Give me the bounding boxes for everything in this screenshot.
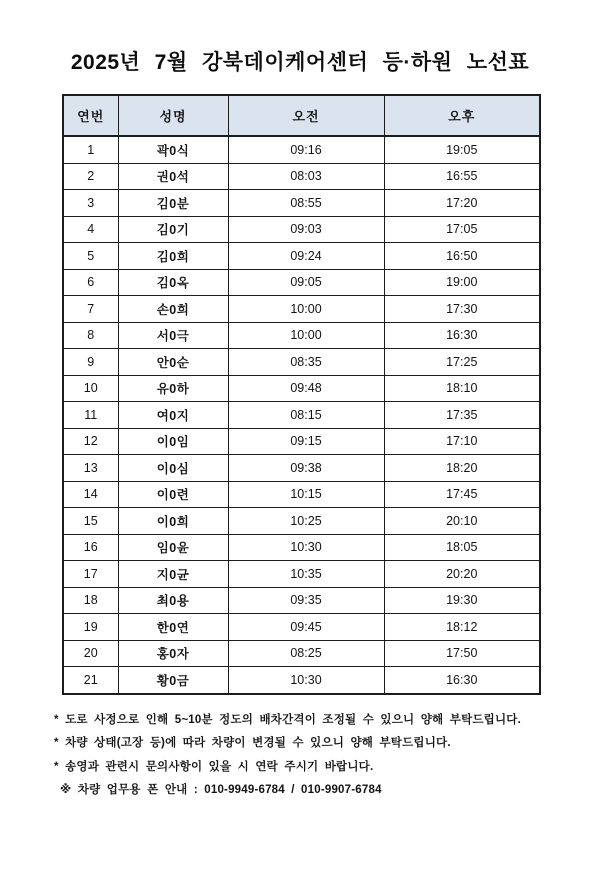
cell-morning: 09:15	[228, 428, 384, 455]
cell-morning: 09:35	[228, 587, 384, 614]
cell-afternoon: 19:00	[384, 269, 540, 296]
cell-afternoon: 17:10	[384, 428, 540, 455]
note-phone-numbers: ※ 차량 업무용 폰 안내 : 010-9949-6784 / 010-9907-6784	[60, 784, 382, 796]
cell-afternoon: 17:20	[384, 190, 540, 217]
notes-section	[54, 711, 600, 798]
cell-afternoon: 17:35	[384, 402, 540, 429]
cell-no: 4	[63, 216, 118, 243]
cell-no: 3	[63, 190, 118, 217]
cell-name: 여0지	[118, 402, 228, 429]
table-row	[63, 667, 540, 694]
cell-name: 김0옥	[118, 269, 228, 296]
table-row	[63, 481, 540, 508]
cell-no: 11	[63, 402, 118, 429]
table-row	[63, 269, 540, 296]
cell-no: 19	[63, 614, 118, 641]
table-row	[63, 402, 540, 429]
cell-no: 8	[63, 322, 118, 349]
cell-afternoon: 16:55	[384, 163, 540, 190]
cell-afternoon: 19:30	[384, 587, 540, 614]
table-body	[63, 136, 540, 694]
cell-no: 14	[63, 481, 118, 508]
cell-no: 2	[63, 163, 118, 190]
cell-no: 13	[63, 455, 118, 482]
cell-name: 유0하	[118, 375, 228, 402]
cell-afternoon: 20:10	[384, 508, 540, 535]
table-row	[63, 375, 540, 402]
cell-afternoon: 18:20	[384, 455, 540, 482]
cell-no: 1	[63, 136, 118, 163]
cell-morning: 10:00	[228, 322, 384, 349]
cell-no: 18	[63, 587, 118, 614]
cell-name: 지0균	[118, 561, 228, 588]
route-table	[62, 94, 541, 695]
table-row	[63, 296, 540, 323]
cell-name: 안0순	[118, 349, 228, 376]
document-page	[0, 46, 600, 895]
cell-afternoon: 19:05	[384, 136, 540, 163]
table-row	[63, 322, 540, 349]
table-row	[63, 534, 540, 561]
cell-no: 20	[63, 640, 118, 667]
cell-morning: 09:05	[228, 269, 384, 296]
cell-name: 한0연	[118, 614, 228, 641]
cell-name: 권0석	[118, 163, 228, 190]
note-vehicle-condition: * 차량 상태(고장 등)에 따라 차량이 변경될 수 있으니 양해 부탁드립니다.	[54, 737, 451, 749]
cell-afternoon: 17:05	[384, 216, 540, 243]
note-contact: * 송영과 관련시 문의사항이 있을 시 연락 주시기 바랍니다.	[54, 760, 374, 773]
cell-afternoon: 18:12	[384, 614, 540, 641]
cell-name: 김0분	[118, 190, 228, 217]
cell-morning: 10:15	[228, 481, 384, 508]
cell-morning: 08:03	[228, 163, 384, 190]
column-header-morning: 오전	[228, 95, 384, 136]
cell-morning: 08:25	[228, 640, 384, 667]
cell-no: 7	[63, 296, 118, 323]
cell-morning: 10:25	[228, 508, 384, 535]
cell-afternoon: 16:30	[384, 667, 540, 694]
cell-morning: 09:38	[228, 455, 384, 482]
cell-afternoon: 17:30	[384, 296, 540, 323]
cell-afternoon: 17:45	[384, 481, 540, 508]
cell-afternoon: 17:50	[384, 640, 540, 667]
cell-afternoon: 18:10	[384, 375, 540, 402]
table-row	[63, 587, 540, 614]
cell-name: 최0용	[118, 587, 228, 614]
cell-name: 서0극	[118, 322, 228, 349]
cell-morning: 08:55	[228, 190, 384, 217]
cell-morning: 08:35	[228, 349, 384, 376]
cell-morning: 10:30	[228, 534, 384, 561]
cell-afternoon: 16:30	[384, 322, 540, 349]
table-row	[63, 614, 540, 641]
cell-afternoon: 17:25	[384, 349, 540, 376]
cell-no: 5	[63, 243, 118, 270]
table-row	[63, 349, 540, 376]
cell-no: 9	[63, 349, 118, 376]
cell-name: 김0희	[118, 243, 228, 270]
cell-name: 이0임	[118, 428, 228, 455]
cell-morning: 09:24	[228, 243, 384, 270]
table-header-row	[63, 95, 540, 136]
cell-no: 17	[63, 561, 118, 588]
cell-no: 6	[63, 269, 118, 296]
cell-morning: 10:30	[228, 667, 384, 694]
cell-morning: 09:03	[228, 216, 384, 243]
cell-no: 10	[63, 375, 118, 402]
note-road-conditions: * 도로 사정으로 인해 5~10분 정도의 배차간격이 조정될 수 있으니 양해 부탁드립니다.	[54, 713, 522, 726]
cell-no: 21	[63, 667, 118, 694]
table-row	[63, 455, 540, 482]
cell-morning: 09:48	[228, 375, 384, 402]
cell-name: 홍0자	[118, 640, 228, 667]
cell-name: 김0기	[118, 216, 228, 243]
cell-name: 이0희	[118, 508, 228, 535]
cell-no: 15	[63, 508, 118, 535]
column-header-no: 연번	[63, 95, 118, 136]
cell-name: 이0련	[118, 481, 228, 508]
cell-name: 이0심	[118, 455, 228, 482]
cell-afternoon: 20:20	[384, 561, 540, 588]
page-title: 2025년 7월 강북데이케어센터 등·하원 노선표	[70, 51, 530, 74]
cell-no: 16	[63, 534, 118, 561]
cell-morning: 09:16	[228, 136, 384, 163]
table-row	[63, 243, 540, 270]
cell-morning: 08:15	[228, 402, 384, 429]
table-row	[63, 561, 540, 588]
table-row	[63, 216, 540, 243]
cell-no: 12	[63, 428, 118, 455]
table-row	[63, 163, 540, 190]
table-row	[63, 190, 540, 217]
table-row	[63, 640, 540, 667]
cell-name: 황0금	[118, 667, 228, 694]
column-header-name: 성명	[118, 95, 228, 136]
cell-morning: 09:45	[228, 614, 384, 641]
cell-name: 곽0식	[118, 136, 228, 163]
table-row	[63, 428, 540, 455]
cell-name: 임0윤	[118, 534, 228, 561]
cell-morning: 10:35	[228, 561, 384, 588]
table-row	[63, 508, 540, 535]
cell-morning: 10:00	[228, 296, 384, 323]
cell-name: 손0희	[118, 296, 228, 323]
cell-afternoon: 18:05	[384, 534, 540, 561]
column-header-afternoon: 오후	[384, 95, 540, 136]
table-row	[63, 136, 540, 163]
cell-afternoon: 16:50	[384, 243, 540, 270]
